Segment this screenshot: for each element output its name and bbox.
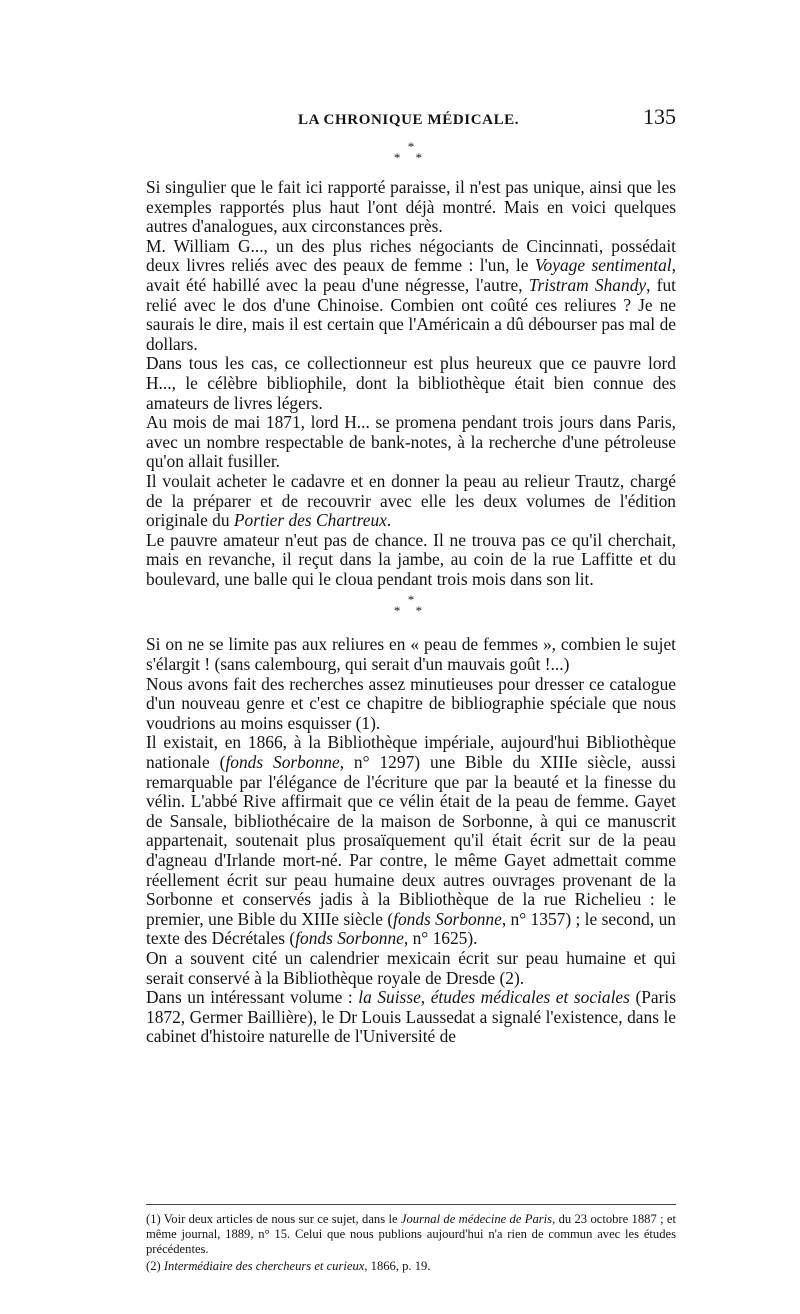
running-title: LA CHRONIQUE MÉDICALE.	[298, 112, 520, 128]
paragraph: Il voulait acheter le cadavre et en donner la peau au relieur Trautz, chargé de la préparer et de recouvrir avec elle les deux volumes de l'édition originale du Portier des Chartreux.	[146, 470, 676, 531]
paragraph: Si singulier que le fait ici rapporté paraisse, il n'est pas unique, ainsi que les exemples rapportés plus haut l'ont déjà montré. Mais en voici quelques autres d'analogues, aux circonstances près.	[146, 177, 676, 237]
footnote-divider	[146, 1204, 676, 1205]
body-text	[146, 140, 676, 1047]
collection-name: fonds Sorbonne	[295, 928, 404, 949]
paragraph: Dans tous les cas, ce collectionneur est plus heureux que ce pauvre lord H..., le célèbre bibliophile, dont la bibliothèque était bien connue des amateurs de livres légers.	[146, 353, 676, 413]
book-title: la Suisse, études médicales et sociales	[358, 987, 630, 1008]
footnote-2: (2) Intermédiaire des chercheurs et curieux, 1866, p. 19.	[146, 1259, 431, 1273]
paragraph: Dans un intéressant volume : la Suisse, études médicales et sociales (Paris 1872, Germer Baillière), le Dr Louis Laussedat a signalé l'existence, dans le cabinet d'histoire naturelle de l'Université de	[146, 987, 677, 1047]
section-ornament	[146, 593, 676, 625]
paragraph: Si on ne se limite pas aux reliures en « peau de femmes », combien le sujet s'élargit ! (sans calembourg, qui serait d'un mauvais goût !...)	[146, 634, 676, 675]
collection-name: fonds Sorbonne	[225, 752, 340, 773]
paragraph: Au mois de mai 1871, lord H... se promena pendant trois jours dans Paris, avec un nombre respectable de bank-notes, à la recherche d'une pétroleuse qu'on allait fusiller.	[146, 412, 676, 472]
ornament-stars-bottom: * *	[393, 150, 429, 165]
paragraph: Nous avons fait des recherches assez minutieuses pour dresser ce catalogue d'un nouveau genre et c'est ce chapitre de bibliographie spéciale que nous voudrions au moins esquisser (1).	[146, 673, 676, 733]
collection-name: fonds Sorbonne	[393, 908, 502, 929]
ornament-star-top: *	[407, 592, 415, 608]
ornament-star-top: *	[407, 139, 415, 154]
ornament-stars-bottom: * *	[393, 603, 429, 619]
paragraph: Le pauvre amateur n'eut pas de chance. Il ne trouva pas ce qu'il cherchait, mais en revanche, il reçut dans la jambe, au coin de la rue Laffitte et du boulevard, une balle qui le cloua pendant trois mois dans son lit.	[146, 529, 676, 589]
book-title: Voyage sentimental	[534, 255, 672, 276]
book-title: Portier des Chartreux	[233, 510, 387, 531]
paragraph: On a souvent cité un calendrier mexicain écrit sur peau humaine et qui serait conservé à la Bibliothèque royale de Dresde (2).	[146, 947, 676, 988]
journal-title: Journal de médecine de Paris	[400, 1212, 553, 1226]
paragraph: M. William G..., un des plus riches négociants de Cincinnati, possédait deux livres reliés avec des peaux de femme : l'un, le Voyage sentimental, avait été habillé avec la peau d'une négresse, l'autre, Tristram Shandy, fut relié avec le dos d'une Chinoise. Combien ont coûté ces reliures ? Je ne saurais le dire, mais il est certain que l'Américain a dû débourser pas mal de dollars.	[146, 235, 676, 354]
footnote-1: (1) Voir deux articles de nous sur ce sujet, dans le Journal de médecine de Paris, du 23 octobre 1887 ; et même journal, 1889, n° 15. Celui que nous publions aujourd'hui n'a rien de commun avec les études précédentes.	[146, 1212, 677, 1256]
journal-title: Intermédiaire des chercheurs et curieux	[163, 1259, 365, 1273]
page-number: 135	[643, 104, 676, 129]
footnotes	[146, 1212, 676, 1276]
paragraph: Il existait, en 1866, à la Bibliothèque impériale, aujourd'hui Bibliothèque nationale (fonds Sorbonne, n° 1297) une Bible du XIIIe siècle, aussi remarquable par l'élégance de l'écriture que par la beauté et la finesse du vélin. L'abbé Rive affirmait que ce vélin était de la peau de femme. Gayet de Sansale, bibliothécaire de la maison de Sorbonne, à qui ce manuscrit appartenait, soutenait plus prosaïquement qu'il était écrit sur de la peau d'agneau d'Irlande mort-né. Par contre, le même Gayet admettait comme réellement écrit sur peau humaine deux autres ouvrages provenant de la Sorbonne et conservés jadis à la Bibliothèque de la rue Richelieu : le premier, une Bible du XIIIe siècle (fonds Sorbonne, n° 1357) ; le second, un texte des Décrétales (fonds Sorbonne, n° 1625).	[146, 732, 676, 949]
running-head	[146, 104, 676, 138]
book-title: Tristram Shandy	[528, 274, 647, 295]
section-ornament	[146, 140, 676, 172]
